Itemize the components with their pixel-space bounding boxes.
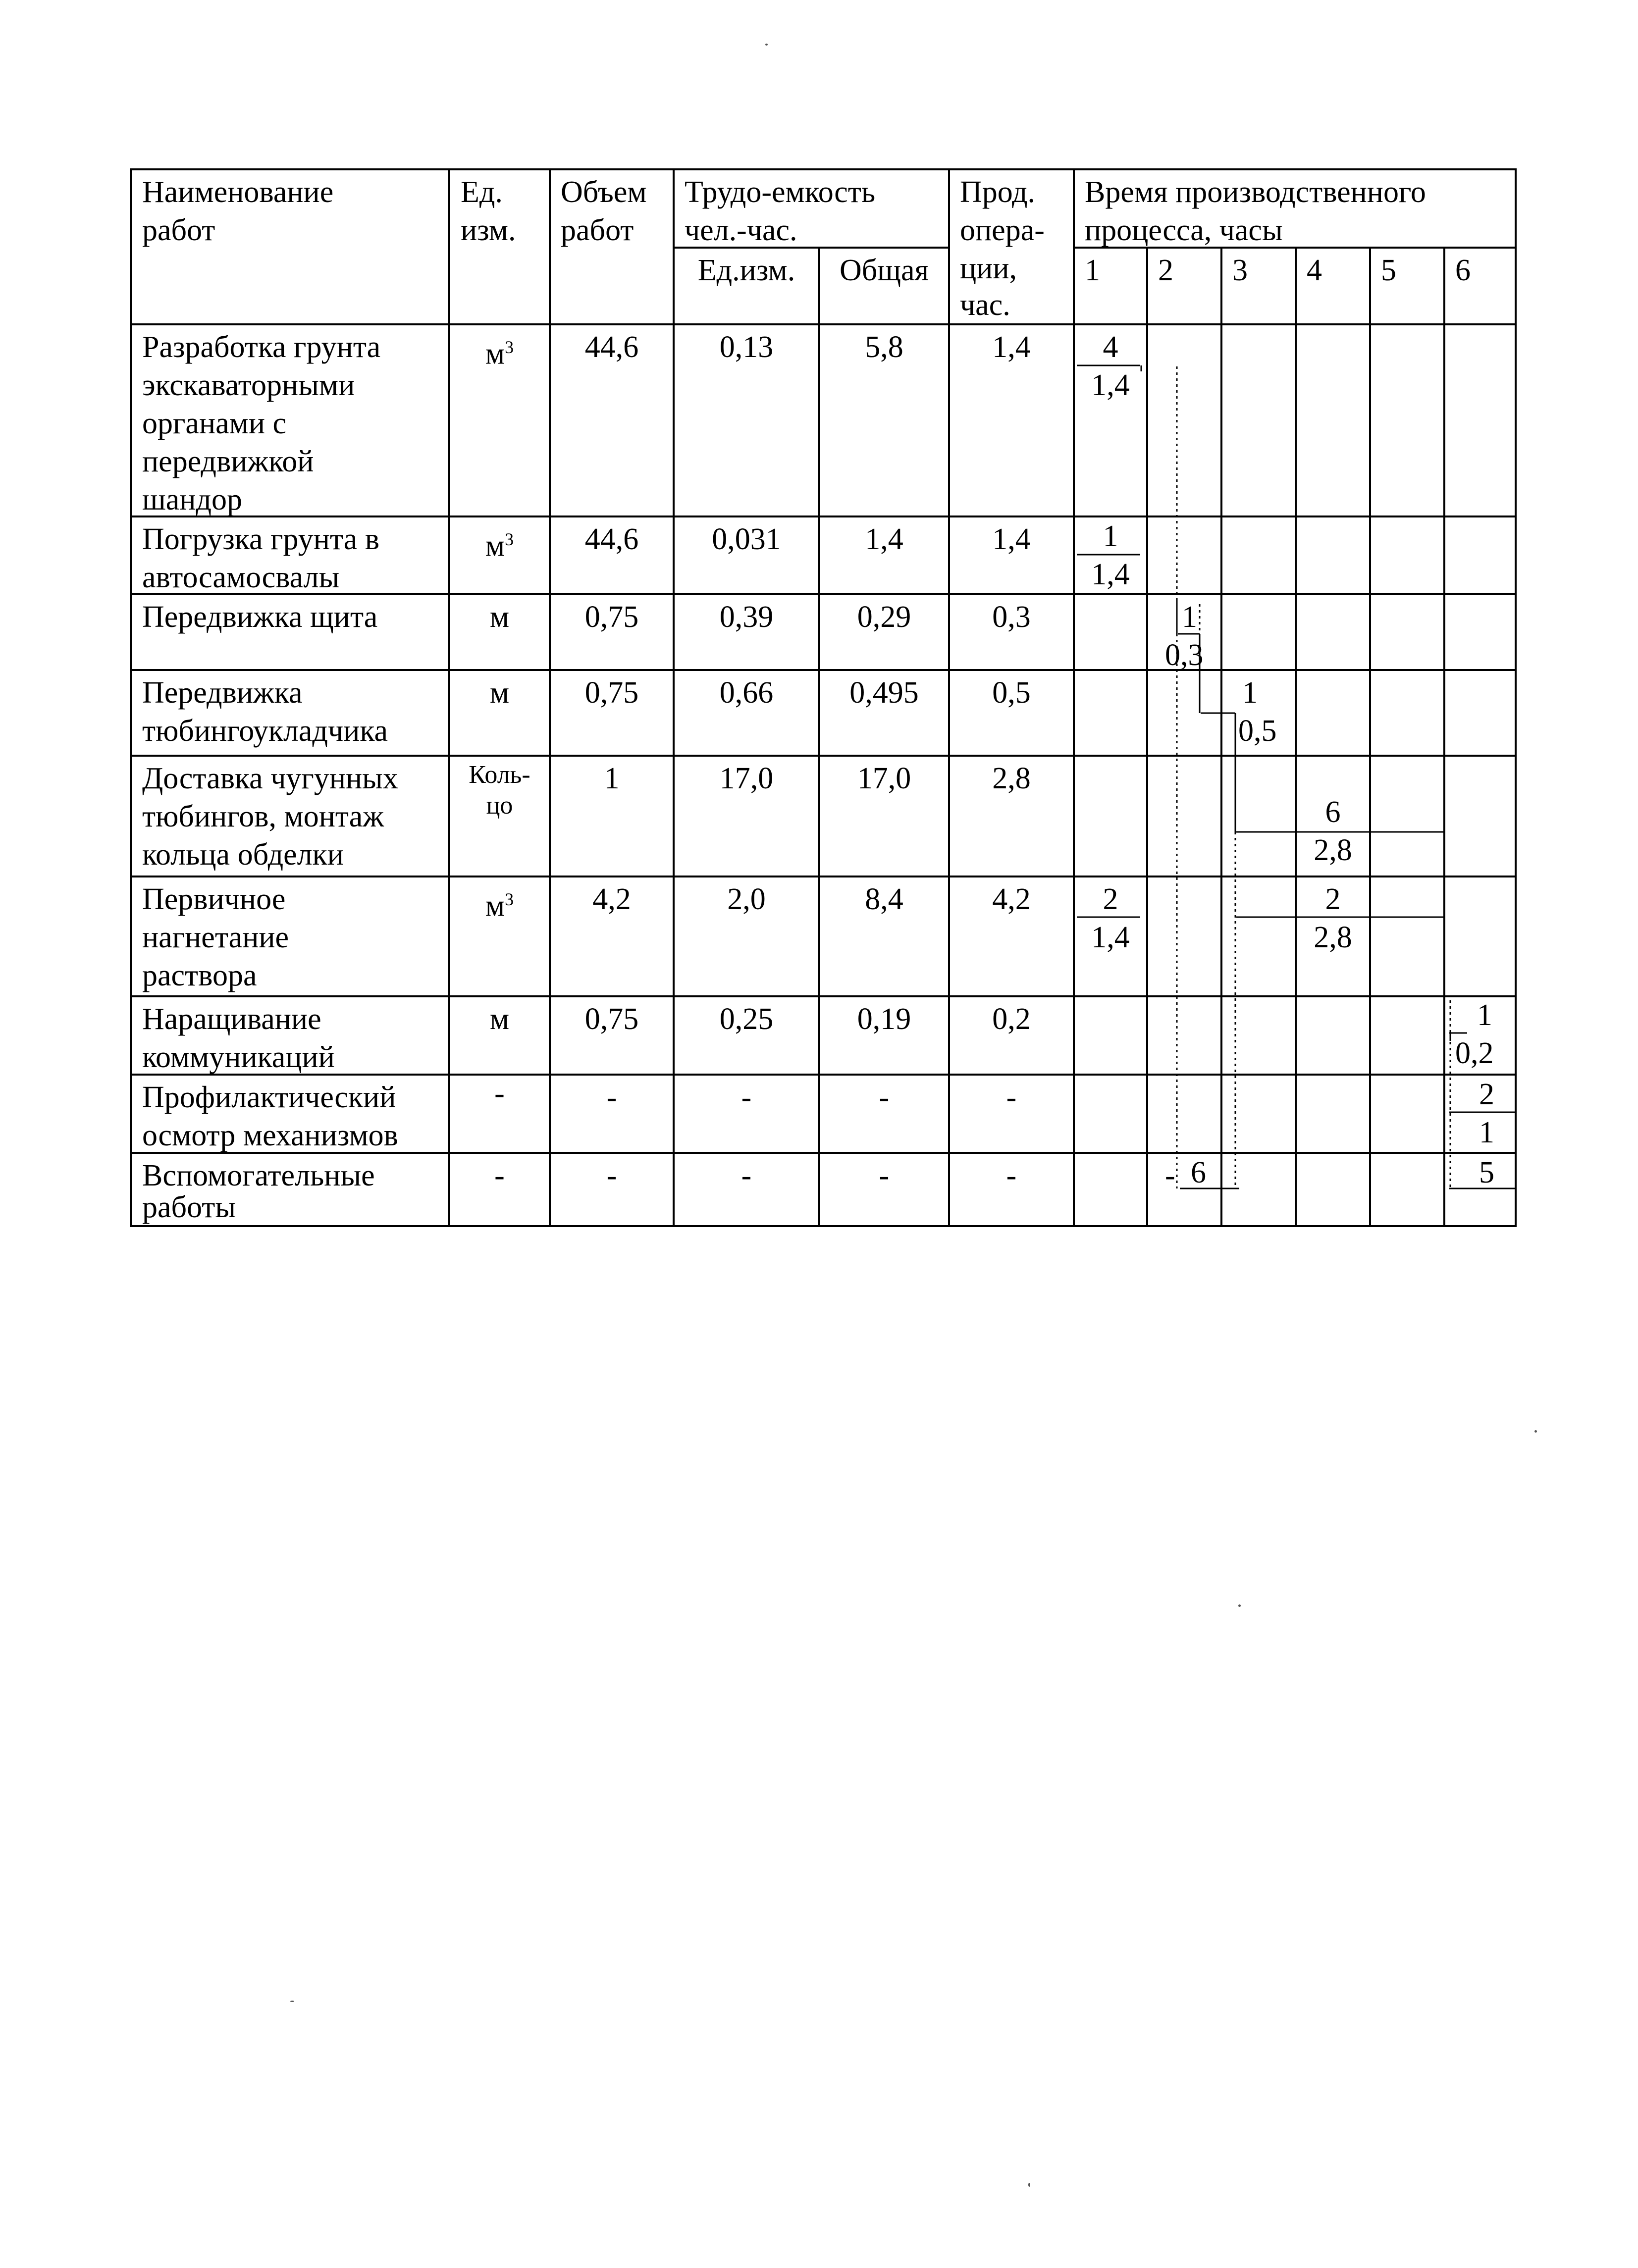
scan-speck	[1028, 2183, 1030, 2187]
row7-labor-unit: 0,25	[719, 1002, 774, 1036]
header-duration-line3: ции,	[960, 252, 1017, 285]
row5-name-2: тюбингов, монтаж	[142, 800, 384, 833]
row3-unit: м	[489, 600, 510, 634]
row7-unit: м	[489, 1002, 510, 1036]
row1-unit: $м^3$	[485, 337, 514, 371]
row9-volume: -	[606, 1159, 617, 1192]
row5-name-3: кольца обделки	[142, 838, 344, 872]
row1-name-1: Разработка грунта	[142, 330, 381, 364]
row4-name-2: тюбингоукладчика	[142, 714, 388, 748]
row5-labor-total: 17,0	[857, 762, 911, 795]
row4-duration: 0,5	[992, 676, 1031, 710]
scan-speck	[1238, 1604, 1241, 1607]
sched-r7-workers: 1	[1477, 998, 1492, 1032]
row1-labor-total: 5,8	[865, 330, 903, 364]
header-time-line1: Время производственного	[1085, 175, 1426, 209]
row6-duration: 4,2	[992, 882, 1031, 916]
row6-name-2: нагнетание	[142, 921, 289, 954]
row4-name-1: Передвижка	[142, 676, 303, 710]
row8-name-1: Профилактический	[142, 1081, 396, 1114]
row7-name-1: Наращивание	[142, 1002, 321, 1036]
row6-labor-total: 8,4	[865, 882, 903, 916]
row1-name-3: органами с	[142, 407, 287, 440]
sched-r5-workers: 6	[1325, 795, 1341, 829]
sched-r5-hours: 2,8	[1314, 833, 1352, 867]
sched-r6b-workers: 2	[1325, 882, 1341, 916]
header-unit-line2: изм.	[461, 213, 516, 247]
row2-duration: 1,4	[992, 522, 1031, 556]
header-hour-2: 2	[1158, 254, 1173, 287]
row7-name-2: коммуникаций	[142, 1040, 335, 1074]
header-hour-5: 5	[1381, 254, 1396, 287]
sched-r2-workers: 1	[1103, 519, 1118, 553]
row9-labor-total: -	[879, 1159, 890, 1192]
sched-r7-hours: 0,2	[1455, 1036, 1494, 1070]
header-name-line1: Наименование	[142, 175, 334, 209]
sched-r4-workers: 1	[1242, 676, 1258, 710]
sched-r3-hours: 0,3	[1165, 638, 1204, 672]
row1-labor-unit: 0,13	[719, 330, 774, 364]
row3-volume: 0,75	[584, 600, 639, 634]
sched-r9b-workers: 5	[1479, 1156, 1494, 1189]
row6-labor-unit: 2,0	[727, 882, 766, 916]
row4-labor-unit: 0,66	[719, 676, 774, 710]
row2-labor-total: 1,4	[865, 522, 903, 556]
row2-name-1: Погрузка грунта в	[142, 522, 380, 556]
row6-name-1: Первичное	[142, 882, 286, 916]
row3-labor-unit: 0,39	[719, 600, 774, 634]
row5-name-1: Доставка чугунных	[142, 762, 398, 795]
row2-labor-unit: 0,031	[712, 522, 781, 556]
header-hour-1: 1	[1085, 254, 1100, 287]
row9-unit: -	[494, 1159, 505, 1192]
scan-speck	[765, 44, 768, 46]
sched-r1-hours: 1,4	[1091, 368, 1130, 402]
work-schedule-table	[130, 168, 1517, 1227]
row5-labor-unit: 17,0	[719, 762, 774, 795]
row2-unit: $м^3$	[485, 529, 514, 563]
row9-name-2: работы	[142, 1190, 236, 1224]
row8-labor-unit: -	[741, 1081, 752, 1114]
header-unit-line1: Ед.	[461, 175, 503, 209]
header-duration-line1: Прод.	[960, 175, 1036, 209]
row2-name-2: автосамосвалы	[142, 561, 340, 594]
row8-name-2: осмотр механизмов	[142, 1119, 398, 1152]
header-volume-line2: работ	[561, 213, 634, 247]
header-hour-6: 6	[1455, 254, 1471, 287]
sched-r6b-hours: 2,8	[1314, 921, 1352, 954]
row1-volume: 44,6	[584, 330, 639, 364]
row3-name-1: Передвижка щита	[142, 600, 378, 634]
scan-speck	[290, 2001, 294, 2002]
row1-name-2: экскаваторными	[142, 368, 355, 402]
sched-r9a-workers: 6	[1191, 1156, 1206, 1189]
row5-duration: 2,8	[992, 762, 1031, 795]
row9-duration: -	[1006, 1159, 1017, 1192]
row6-volume: 4,2	[592, 882, 631, 916]
sched-r2-hours: 1,4	[1091, 558, 1130, 591]
sched-r8-hours: 1	[1479, 1116, 1494, 1149]
header-labor-total: Общая	[839, 254, 929, 287]
row1-name-4: передвижкой	[142, 445, 314, 478]
sched-r4-hours: 0,5	[1238, 714, 1277, 748]
row6-name-3: раствора	[142, 959, 257, 992]
header-time-line2: процесса, часы	[1085, 213, 1283, 247]
row6-unit: $м^3$	[485, 889, 514, 923]
header-duration-line4: час.	[960, 288, 1010, 322]
row8-duration: -	[1006, 1081, 1017, 1114]
row4-volume: 0,75	[584, 676, 639, 710]
sched-r9a-dash: -	[1165, 1159, 1175, 1192]
row8-labor-total: -	[879, 1081, 890, 1114]
scan-speck	[1534, 1430, 1537, 1433]
header-labor-line2: чел.-час.	[685, 213, 797, 247]
sched-r6a-hours: 1,4	[1091, 921, 1130, 954]
row9-name-1: Вспомогательные	[142, 1159, 375, 1192]
row5-unit: Коль- цо	[469, 761, 530, 820]
row1-duration: 1,4	[992, 330, 1031, 364]
header-duration-line2: опера-	[960, 213, 1045, 247]
sched-r3-workers: 1	[1182, 600, 1197, 634]
row7-duration: 0,2	[992, 1002, 1031, 1036]
row7-volume: 0,75	[584, 1002, 639, 1036]
header-name-line2: работ	[142, 213, 215, 247]
sched-r8-workers: 2	[1479, 1078, 1494, 1111]
row3-labor-total: 0,29	[857, 600, 911, 634]
header-labor-unit: Ед.изм.	[697, 254, 795, 287]
sched-r6a-workers: 2	[1103, 882, 1118, 916]
row5-volume: 1	[604, 762, 620, 795]
row4-labor-total: 0,495	[849, 676, 919, 710]
row7-labor-total: 0,19	[857, 1002, 911, 1036]
header-labor-line1: Трудо-емкость	[685, 175, 876, 209]
row2-volume: 44,6	[584, 522, 639, 556]
header-hour-4: 4	[1307, 254, 1322, 287]
row4-unit: м	[489, 676, 510, 710]
row9-labor-unit: -	[741, 1159, 752, 1192]
header-hour-3: 3	[1232, 254, 1248, 287]
sched-r1-workers: 4	[1103, 330, 1118, 364]
row8-unit: -	[494, 1077, 505, 1110]
header-volume-line1: Объем	[561, 175, 647, 209]
row3-duration: 0,3	[992, 600, 1031, 634]
row1-name-5: шандор	[142, 483, 242, 516]
row8-volume: -	[606, 1081, 617, 1114]
